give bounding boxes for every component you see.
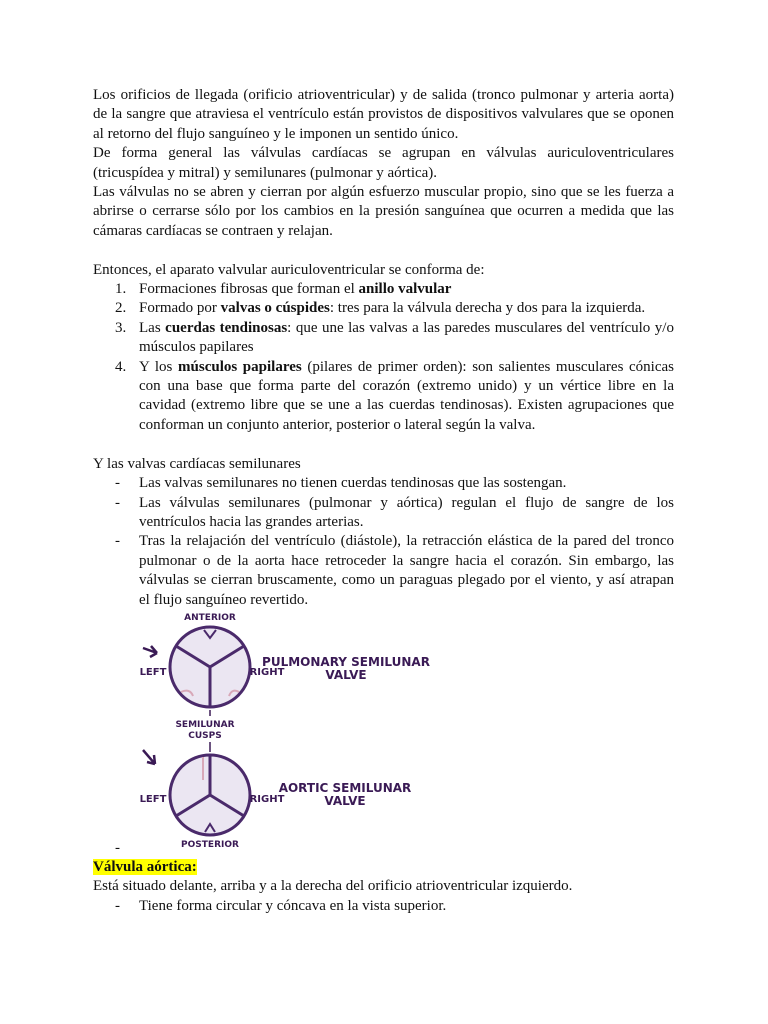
list-item: 4. Y los músculos papilares (pilares de primer orden): son salientes musculares cónicas con una base que forma parte del corazón (extremo unido) y un vértice libre en la cavidad (extremo libre que se une a las cuerdas tendinosas). Existen agrupaciones que conforman un conjunto anterior, posterior o lateral según la valva. [115, 358, 674, 433]
list-item: - Tras la relajación del ventrículo (diástole), la retracción elástica de la pared del tronco pulmonar o de la aorta hace retroceder la sangre hacia el corazón. Sin embargo, las válvulas se cierran bruscamente, como un paraguas plegado por el viento, y así atrapan el flujo sanguíneo revertido. [115, 533, 674, 608]
pulmonary-arrow-icon [143, 646, 157, 657]
right-label-bottom: RIGHT [249, 793, 285, 805]
semilunar-list [93, 474, 674, 610]
intro-paragraph-3: Las válvulas no se abren y cierran por algún esfuerzo muscular propio, sino que se les fuerza a abrirse o cerrarse sólo por los cambios en la presión sanguínea que ocurren a medida que las cámaras cardíacas se contraen y relajan. [93, 184, 674, 239]
av-lead: Entonces, el aparato valvular auriculoventricular se conforma de: [93, 261, 485, 278]
valve-illustration [133, 610, 433, 858]
list-item: 3. Las cuerdas tendinosas: que une las valvas a las paredes musculares del ventrículo y/o músculos papilares [115, 319, 674, 356]
aortic-list [93, 897, 674, 916]
aortic-valve [170, 755, 250, 835]
figure-bullet-dash: - [115, 839, 120, 856]
list-item: - Tiene forma circular y cóncava en la vista superior. [115, 897, 447, 914]
intro-paragraph-2: De forma general las válvulas cardíacas se agrupan en válvulas auriculoventriculares (tricuspídea y mitral) y semilunares (pulmonar y aórtica). [93, 145, 674, 181]
document-body [93, 86, 674, 916]
list-item: - Las válvulas semilunares (pulmonar y aórtica) regulan el flujo de sangre de los ventrículos hacia las grandes arterias. [115, 494, 674, 530]
pulmonary-title-line1: PULMONARY SEMILUNAR [262, 654, 430, 669]
aortic-title-line1: AORTIC SEMILUNAR [278, 780, 412, 795]
aortic-text: Está situado delante, arriba y a la derecha del orificio atrioventricular izquierdo. [93, 878, 573, 895]
anterior-label: ANTERIOR [184, 612, 236, 623]
aortic-heading: Válvula aórtica: [93, 858, 197, 875]
valve-figure-block [93, 610, 674, 858]
cusps-label-line1: SEMILUNAR [175, 719, 235, 730]
left-label-bottom: LEFT [139, 793, 167, 805]
intro-paragraph-1: Los orificios de llegada (orificio atrioventricular) y de salida (tronco pulmonar y arteria aorta) de la sangre que atraviesa el ventrículo están provistos de dispositivos valvulares que se oponen al retorno del flujo sanguíneo y le imponen un sentido único. [93, 87, 674, 142]
aortic-title-line2: VALVE [324, 793, 366, 808]
pulmonary-title-line2: VALVE [325, 667, 367, 682]
left-label-top: LEFT [139, 666, 167, 678]
aortic-arrow-icon [143, 750, 155, 764]
av-list [93, 280, 674, 435]
semilunar-lead: Y las valvas cardíacas semilunares [93, 455, 301, 472]
list-item: 1. Formaciones fibrosas que forman el anillo valvular [115, 281, 452, 298]
cusps-label-line2: CUSPS [188, 730, 222, 741]
right-label-top: RIGHT [249, 666, 285, 678]
list-item: 2. Formado por valvas o cúspides: tres para la válvula derecha y dos para la izquierda. [115, 300, 646, 317]
list-item: - Las valvas semilunares no tienen cuerdas tendinosas que las sostengan. [115, 475, 567, 492]
posterior-label: POSTERIOR [181, 839, 239, 850]
pulmonary-valve [170, 627, 250, 707]
